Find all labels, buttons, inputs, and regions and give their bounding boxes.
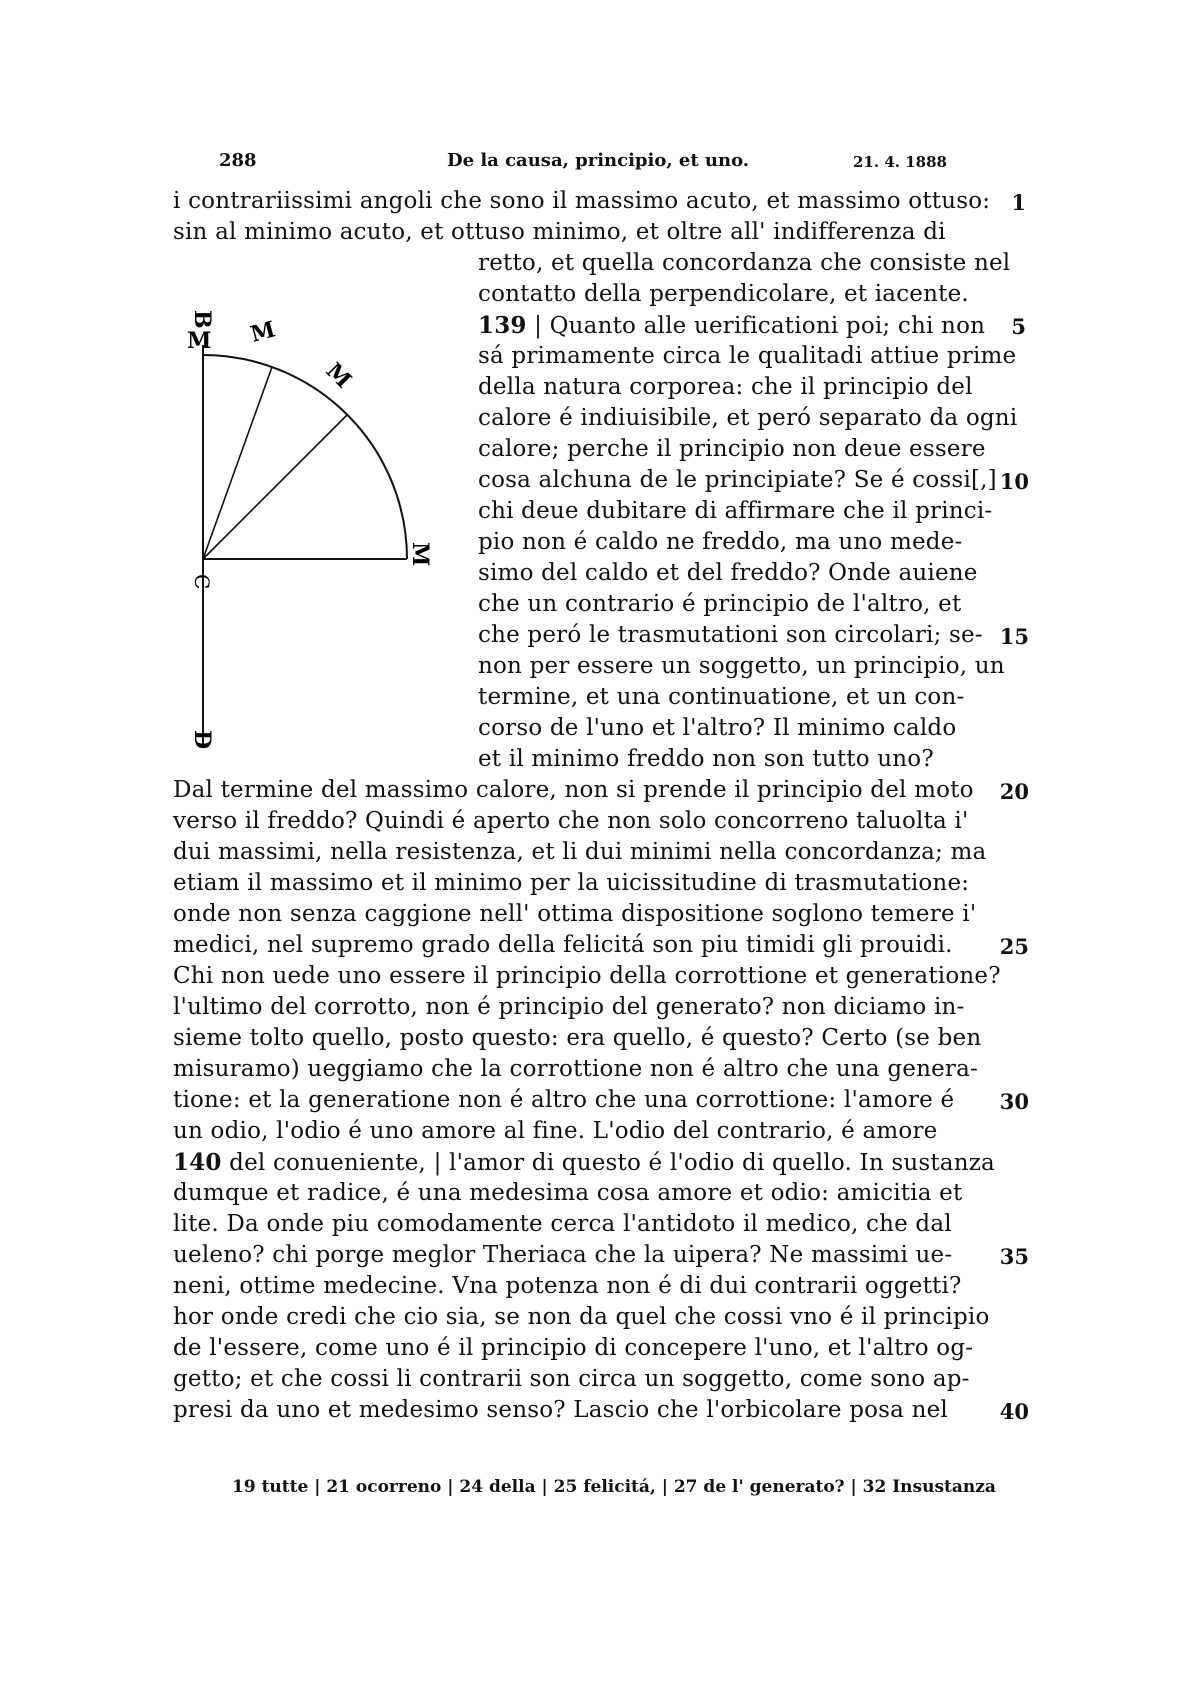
text-line: getto; et che cossi li contrarii son circa un soggetto, come sono ap- [173, 1366, 970, 1392]
label-m-top: M [187, 328, 212, 354]
date-mark: 21. 4. 1888 [853, 153, 947, 171]
text-line: che un contrario é principio de l'altro, et [478, 591, 962, 617]
text-line: cosa alchuna de le principiate? Se é cossi[,] [478, 467, 997, 493]
text-line: sá primamente circa le qualitadi attiue prime [478, 343, 1017, 369]
text-line: non per essere un soggetto, un principio, un [478, 653, 1005, 679]
text-line: neni, ottime medecine. Vna potenza non é di dui contrarii oggetti? [173, 1273, 962, 1299]
line-number: 5 [1011, 314, 1026, 339]
text-span: | Quanto alle uerificationi poi; chi non [534, 313, 986, 339]
text-line: l'ultimo del corrotto, non é principio del generato? non diciamo in- [173, 994, 965, 1020]
text-line: verso il freddo? Quindi é aperto che non solo concorreno taluolta i' [173, 808, 969, 834]
page-number: 288 [219, 150, 257, 171]
text-line: contatto della perpendicolare, et iacente. [478, 281, 969, 307]
text-line: che peró le trasmutationi son circolari; se- [478, 622, 983, 648]
text-line: lite. Da onde piu comodamente cerca l'antidoto il medico, che dal [173, 1211, 952, 1237]
text-line: i contrariissimi angoli che sono il massimo acuto, et massimo ottuso: [173, 188, 991, 214]
label-m-right: M [407, 542, 433, 567]
line-number: 10 [999, 469, 1029, 494]
radius-line-b [203, 415, 347, 559]
text-line: calore; perche il principio non deue essere [478, 436, 986, 462]
text-line [478, 312, 985, 339]
radius-line-a [203, 367, 272, 559]
critical-apparatus: 19 tutte | 21 ocorreno | 24 della | 25 felicitá, | 27 de l' generato? | 32 Insustanza [232, 1477, 996, 1497]
label-c: C [190, 574, 214, 590]
line-number: 30 [999, 1089, 1029, 1114]
label-m-b: M [320, 357, 357, 394]
text-line: sieme tolto quello, posto questo: era quello, é questo? Certo (se ben [173, 1025, 982, 1051]
text-line: ueleno? chi porge meglor Theriaca che la uipera? Ne massimi ue- [173, 1242, 953, 1268]
angle-diagram [175, 290, 435, 750]
text-line: dumque et radice, é una medesima cosa amore et odio: amicitia et [173, 1180, 963, 1206]
page-marker: 140 [173, 1149, 222, 1176]
label-b: B [189, 310, 215, 329]
text-line: misuramo) ueggiamo che la corrottione non é altro che una genera- [173, 1056, 978, 1082]
running-title: De la causa, principio, et uno. [447, 150, 750, 171]
line-number: 20 [999, 779, 1029, 804]
text-line [173, 1149, 995, 1176]
text-line: pio non é caldo ne freddo, ma uno mede- [478, 529, 963, 555]
line-number: 1 [1011, 190, 1026, 215]
text-line: sin al minimo acuto, et ottuso minimo, et oltre all' indifferenza di [173, 219, 946, 245]
text-span: del conueniente, | l'amor di questo é l'odio di quello. In sustanza [229, 1150, 995, 1176]
text-line: presi da uno et medesimo senso? Lascio che l'orbicolare posa nel [173, 1397, 948, 1423]
text-line: de l'essere, come uno é il principio di concepere l'uno, et l'altro og- [173, 1335, 974, 1361]
text-line: chi deue dubitare di affirmare che il princi- [478, 498, 993, 524]
text-line: tione: et la generatione non é altro che una corrottione: l'amore é [173, 1087, 955, 1113]
text-line: della natura corporea: che il principio del [478, 374, 973, 400]
text-line: etiam il massimo et il minimo per la uicissitudine di trasmutatione: [173, 870, 970, 896]
text-line: Chi non uede uno essere il principio della corrottione et generatione? [173, 963, 1001, 989]
line-number: 35 [999, 1244, 1029, 1269]
text-line: hor onde credi che cio sia, se non da quel che cossi vno é il principio [173, 1304, 990, 1330]
text-line: retto, et quella concordanza che consiste nel [478, 250, 1011, 276]
text-line: un odio, l'odio é uno amore al fine. L'odio del contrario, é amore [173, 1118, 938, 1144]
line-number: 25 [999, 934, 1029, 959]
text-line: medici, nel supremo grado della felicitá son piu timidi gli prouidi. [173, 932, 953, 958]
text-line: et il minimo freddo non son tutto uno? [478, 746, 934, 772]
text-line: dui massimi, nella resistenza, et li dui minimi nella concordanza; ma [173, 839, 987, 865]
page-marker: 139 [478, 312, 527, 339]
label-d: D [189, 730, 215, 750]
label-m-a: M [247, 316, 279, 348]
text-line: calore é indiuisibile, et peró separato da ogni [478, 405, 1018, 431]
line-number: 15 [999, 624, 1029, 649]
text-line: onde non senza caggione nell' ottima dispositione soglono temere i' [173, 901, 977, 927]
line-number: 40 [999, 1399, 1029, 1424]
text-line: Dal termine del massimo calore, non si prende il principio del moto [173, 777, 974, 803]
text-line: termine, et una continuatione, et un con- [478, 684, 965, 710]
text-line: simo del caldo et del freddo? Onde auiene [478, 560, 978, 586]
text-line: corso de l'uno et l'altro? Il minimo caldo [478, 715, 957, 741]
